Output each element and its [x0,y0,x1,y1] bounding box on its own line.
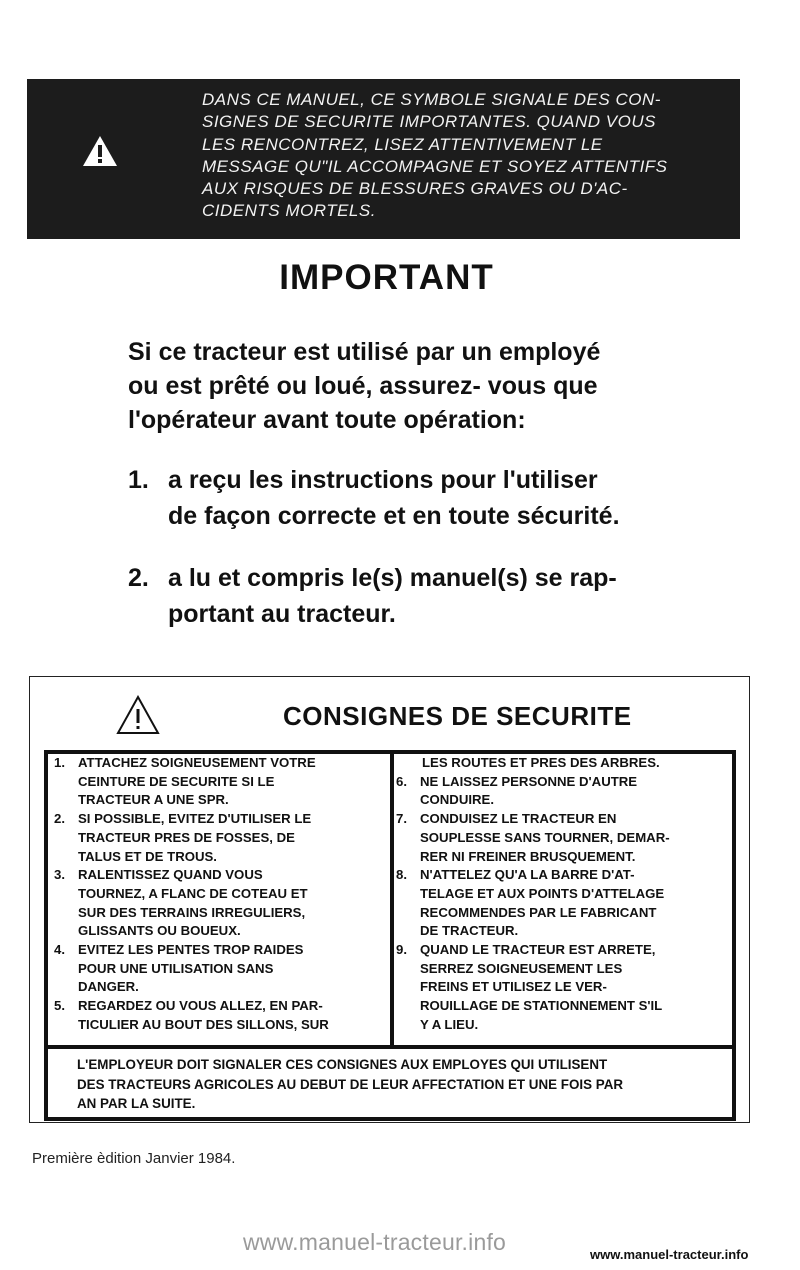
rule-continuation: LES ROUTES ET PRES DES ARBRES. [422,755,660,770]
condition-number: 2. [128,564,149,592]
rule-text: QUAND LE TRACTEUR EST ARRETE, SERREZ SOIGNEUSEMENT LES FREINS ET UTILISEZ LE VER- ROUILLAGE DE STATIONNEMENT S'IL Y A LIEU. [420,942,663,1032]
rule-text: ATTACHEZ SOIGNEUSEMENT VOTRE CEINTURE DE SECURITE SI LE TRACTEUR A UNE SPR. [78,755,316,808]
watermark-center: www.manuel-tracteur.info [243,1229,507,1255]
condition-number: 1. [128,466,149,494]
banner-text: DANS CE MANUEL, CE SYMBOLE SIGNALE DES CON- SIGNES DE SECURITE IMPORTANTES. QUAND VOUS LES RENCONTREZ, LISEZ ATTENTIVEMENT LE MESSAGE QU"IL ACCOMPAGNE ET SOYEZ ATTENTIFS AUX RISQUES DE BLESSURES GRAVES OU D'AC- CIDENTS MORTELS. [202,90,668,221]
rule-number: 1. [54,755,65,770]
important-heading: IMPORTANT [279,258,494,297]
rule-number: 5. [54,998,65,1014]
employer-note: L'EMPLOYEUR DOIT SIGNALER CES CONSIGNES AUX EMPLOYES QUI UTILISENT DES TRACTEURS AGRICOLES AU DEBUT DE LEUR AFFECTATION ET UNE FOIS PAR AN PAR LA SUITE. [77,1057,624,1111]
rules-divider [44,1045,736,1049]
safety-symbol-banner [27,79,740,239]
watermark-right: www.manuel-tracteur.info [590,1247,749,1262]
rule-item [54,866,382,941]
rule-text: EVITEZ LES PENTES TROP RAIDES POUR UNE UTILISATION SANS DANGER. [78,942,304,995]
rule-text: REGARDEZ OU VOUS ALLEZ, EN PAR- TICULIER AU BOUT DES SILLONS, SUR [78,998,329,1032]
rule-item [54,997,382,1034]
rule-number: 6. [396,773,407,789]
rule-text: CONDUISEZ LE TRACTEUR EN SOUPLESSE SANS TOURNER, DEMAR- RER NI FREINER BRUSQUEMENT. [420,811,670,864]
rule-number: 2. [54,811,65,827]
rule-number: 8. [396,867,407,883]
column-divider [390,750,394,1048]
rule-number: 3. [54,867,65,883]
important-intro: Si ce tracteur est utilisé par un employé ou est prêté ou loué, assurez- vous que l'opérateur avant toute opération: [128,338,601,434]
rule-text: NE LAISSEZ PERSONNE D'AUTRE CONDUIRE. [420,773,638,808]
rule-item [54,810,382,866]
rule-text: SI POSSIBLE, EVITEZ D'UTILISER LE TRACTEUR PRES DE FOSSES, DE TALUS ET DE TROUS. [78,811,312,864]
rules-left-column [54,754,382,1035]
rule-item [54,754,382,810]
edition-note: Première èdition Janvier 1984. [32,1150,236,1167]
rule-text: N'ATTELEZ QU'A LA BARRE D'AT- TELAGE ET AUX POINTS D'ATTELAGE RECOMMENDES PAR LE FABRICANT DE TRACTEUR. [420,867,665,939]
rule-item [396,866,728,941]
warning-triangle-icon [82,135,118,167]
rule-number: 9. [396,942,407,958]
rule-text: RALENTISSEZ QUAND VOUS TOURNEZ, A FLANC DE COTEAU ET SUR DES TERRAINS IRREGULIERS, GLISSANTS OU BOUEUX. [78,867,308,939]
rule-item [396,810,728,866]
condition-text: a lu et compris le(s) manuel(s) se rap- portant au tracteur. [168,564,617,628]
rule-item [54,941,382,997]
warning-triangle-outline-icon [116,695,160,735]
rules-right-column [396,754,728,1035]
rule-number: 7. [396,811,407,827]
rule-item [396,773,728,810]
rule-item [396,941,728,1035]
condition-text: a reçu les instructions pour l'utiliser de façon correcte et en toute sécurité. [168,466,620,530]
rule-number: 4. [54,942,65,958]
consignes-title: CONSIGNES DE SECURITE [283,701,632,731]
